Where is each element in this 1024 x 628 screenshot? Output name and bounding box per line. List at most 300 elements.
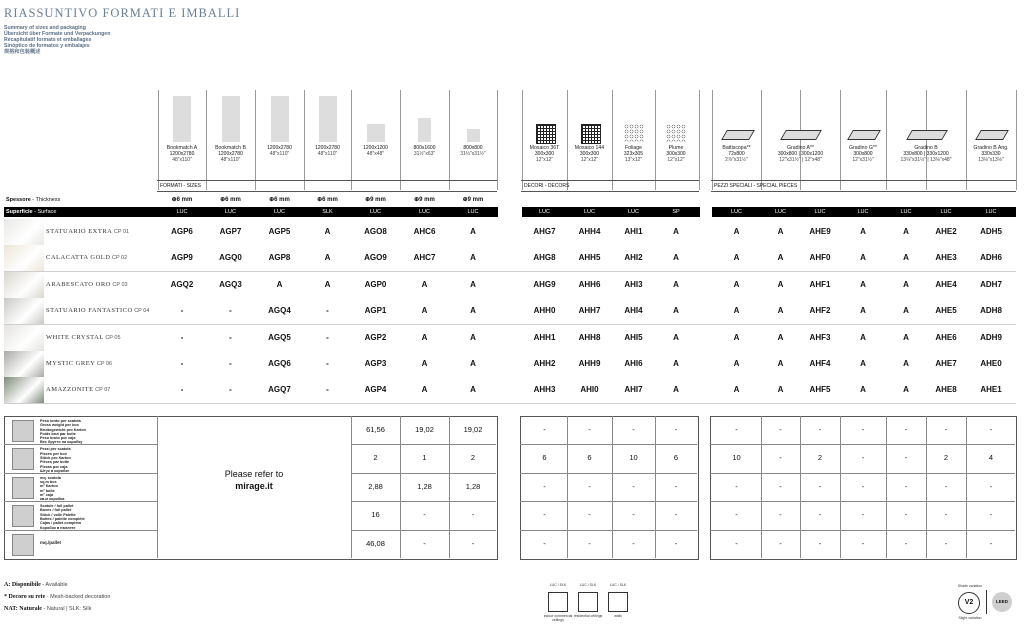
code-cell: ADH7 <box>980 279 1002 289</box>
column-size: 800x800 <box>463 145 483 151</box>
pack-value: - <box>632 425 635 434</box>
mosaic-icon <box>536 124 556 144</box>
product-name <box>46 377 110 403</box>
product-title: WHITE CRYSTAL <box>46 333 104 341</box>
code-cell: AHI3 <box>624 279 643 289</box>
table-row <box>4 272 1016 299</box>
section-rule <box>711 180 1016 181</box>
pack-value: - <box>674 425 678 434</box>
pack-value: 2 <box>373 453 378 463</box>
column-size: 300x300 <box>666 151 686 157</box>
code-cell: A <box>673 359 679 368</box>
code-cell: - <box>180 306 184 316</box>
row-gap <box>498 325 522 351</box>
section-rule <box>157 180 497 181</box>
code-cell: A <box>777 385 784 395</box>
product-name <box>46 219 129 245</box>
pack-value: - <box>588 425 591 434</box>
code-cell: A <box>777 253 784 263</box>
column-size: 300x300 <box>534 151 555 157</box>
pack-rule <box>4 501 157 502</box>
foliage-icon <box>624 124 644 142</box>
pack-value: - <box>944 538 948 548</box>
column-header <box>612 145 655 177</box>
surface-value: LUC <box>273 209 285 215</box>
pack-value: - <box>818 481 822 491</box>
column-header <box>206 145 255 177</box>
code-cell: ADH6 <box>980 253 1002 263</box>
column-divider <box>497 90 498 190</box>
column-inches: 48"x110" <box>269 151 290 157</box>
code-cell: AHH5 <box>578 253 601 263</box>
product-code: CP 05 <box>103 334 121 341</box>
code-cell: AHH0 <box>533 306 556 316</box>
section-rule <box>521 191 699 192</box>
code-cell: A <box>903 332 909 342</box>
code-cell: AHE2 <box>935 227 957 236</box>
pack-value: - <box>861 425 865 434</box>
column-inches: 13⅛"x13⅛" <box>978 157 1004 163</box>
code-cell: A <box>673 253 679 263</box>
code-cell: AGQ0 <box>219 253 242 263</box>
thickness-label <box>6 195 60 205</box>
surface-value: LUC <box>857 209 869 215</box>
surface-label <box>6 207 56 217</box>
column-inches: 12"x12" <box>535 157 554 163</box>
code-cell: - <box>229 306 232 316</box>
code-cell: AHG7 <box>533 227 556 236</box>
code-cell: A <box>733 279 740 289</box>
product-name <box>46 351 112 377</box>
surface-row <box>4 207 1016 217</box>
column-name: Gradino B <box>914 145 938 151</box>
pack-value: 2 <box>470 453 476 463</box>
thickness-value: ⊕6 mm <box>171 197 193 203</box>
row-gap <box>700 377 712 403</box>
table-row <box>4 219 1016 246</box>
surface-value: LUC <box>583 209 595 215</box>
code-cell: AGQ4 <box>268 306 291 316</box>
surface-value: LUC <box>900 209 912 215</box>
special-piece-icon <box>847 130 881 140</box>
code-cell: AHF3 <box>809 332 831 342</box>
tile-preview <box>173 96 191 142</box>
code-cell: A <box>860 253 866 263</box>
marble-swatch <box>4 219 44 245</box>
column-header <box>255 145 304 177</box>
code-cell: A <box>777 227 784 236</box>
column-inches: 12"x31½" | 12"x48" <box>779 157 822 163</box>
code-cell: AGQ6 <box>268 359 291 368</box>
surface-value: LUC <box>418 209 430 215</box>
icon-bottom-label: indoor commercial ceilings <box>543 614 573 622</box>
code-cell: AGP9 <box>171 253 193 263</box>
pack-value: - <box>543 538 546 548</box>
code-cell: A <box>733 332 740 342</box>
code-cell: A <box>324 253 331 263</box>
icon-top-label: LUC / SLK <box>609 583 627 587</box>
code-cell: - <box>326 359 329 368</box>
code-cell: AHE9 <box>809 227 831 236</box>
product-title: MYSTIC GREY <box>46 360 96 367</box>
code-cell: - <box>326 306 329 316</box>
pack-value: - <box>944 510 948 520</box>
column-name: Plume <box>668 145 684 151</box>
column-name: Gradino G** <box>849 145 877 151</box>
column-header <box>761 145 840 177</box>
product-name <box>46 245 127 271</box>
pack-value: - <box>632 538 635 548</box>
product-code: CP 06 <box>95 361 113 367</box>
box-icon <box>12 477 34 499</box>
pack-value: - <box>632 510 635 520</box>
row-gap <box>700 272 712 298</box>
pack-value: 1 <box>422 453 427 463</box>
code-cell: AHI2 <box>624 253 643 263</box>
surface-value: SP <box>672 209 680 215</box>
code-cell: A <box>777 279 784 289</box>
code-cell: A <box>421 332 428 342</box>
code-cell: AHH9 <box>578 359 601 368</box>
code-cell: - <box>180 359 184 368</box>
subtitle-zh: 规格和包装概述 <box>4 49 41 56</box>
band-gap <box>498 207 522 217</box>
packaging-label: mq./pallet <box>40 539 62 545</box>
code-cell: AHH1 <box>533 332 556 342</box>
icon-top-label: LUC / SLK <box>549 583 567 587</box>
pack-value: - <box>735 510 738 520</box>
pack-value: 19,02 <box>415 425 434 434</box>
section-rule <box>711 191 1016 192</box>
thickness-value: ⊕6 mm <box>269 197 290 203</box>
pack-value: - <box>861 510 865 520</box>
column-header <box>712 145 761 177</box>
code-cell: AHE1 <box>980 385 1002 395</box>
code-cell: A <box>903 385 909 395</box>
column-size: 1200x2780 <box>267 145 292 151</box>
code-cell: A <box>421 306 428 316</box>
code-cell: AHI7 <box>624 385 643 395</box>
application-icon <box>578 592 598 612</box>
code-cell: AGP3 <box>364 359 387 368</box>
code-cell: A <box>421 359 428 368</box>
code-cell: AHH7 <box>578 306 601 316</box>
pack-value: 10 <box>732 453 741 463</box>
code-cell: AHH4 <box>578 227 601 236</box>
pack-value: 6 <box>542 453 547 463</box>
code-cell: ADH5 <box>980 227 1002 236</box>
code-cell: - <box>229 359 232 368</box>
product-title: STATUARIO EXTRA <box>46 228 113 235</box>
surface-value: LUC <box>627 209 639 215</box>
table-row <box>4 377 1016 404</box>
code-cell: AGP6 <box>171 227 193 236</box>
pack-value: - <box>674 538 678 548</box>
product-title: CALACATTA GOLD <box>46 254 111 262</box>
code-cell: A <box>733 359 740 368</box>
tile-preview <box>467 129 480 142</box>
pack-value: - <box>779 425 782 434</box>
row-gap <box>498 272 522 298</box>
code-cell: AHH2 <box>533 359 556 368</box>
code-cell: AGP1 <box>364 306 387 316</box>
code-cell: A <box>860 306 866 316</box>
product-name <box>46 325 121 351</box>
column-header <box>966 145 1016 177</box>
row-gap <box>700 298 712 324</box>
thickness-value: ⊕9 mm <box>414 197 435 203</box>
code-cell: A <box>421 385 428 395</box>
column-size: 323x305 <box>623 151 644 157</box>
column-size: 1200x1200 <box>363 145 388 151</box>
column-header <box>449 145 497 177</box>
code-cell: AHH8 <box>578 332 601 342</box>
code-cell: AHF2 <box>809 306 831 316</box>
code-cell: AGQ2 <box>170 279 194 289</box>
code-cell: AHH6 <box>578 279 601 289</box>
thickness-label-en: - Thickness <box>30 197 61 203</box>
box-icon <box>12 420 34 442</box>
column-inches: 13⅛"x31½" | 13⅛"x48" <box>900 157 952 163</box>
code-cell: AHI6 <box>624 359 643 368</box>
shade-divider <box>986 590 987 614</box>
column-header <box>886 145 966 177</box>
pack-value: - <box>543 510 546 520</box>
legend-item <box>4 606 91 612</box>
column-inches: 48"x110" <box>317 151 338 157</box>
code-cell: AHI0 <box>580 385 599 395</box>
pack-value: - <box>674 481 678 491</box>
code-cell: A <box>470 306 476 316</box>
code-cell: A <box>673 385 679 395</box>
section-formati: FORMATI - SIZES <box>160 183 202 189</box>
code-cell: A <box>903 279 909 289</box>
code-cell: A <box>733 227 740 236</box>
legend-key: A: Disponibile <box>4 582 41 588</box>
pack-value: 1,28 <box>465 481 481 491</box>
pack-rule <box>4 444 157 445</box>
section-rule <box>157 191 497 192</box>
pack-value: 1,28 <box>417 481 432 491</box>
code-cell: AGO8 <box>364 227 387 236</box>
code-cell: A <box>777 359 784 368</box>
code-cell: A <box>470 253 476 263</box>
marble-swatch <box>4 377 44 403</box>
surface-value: LUC <box>538 209 550 215</box>
special-piece-icon <box>906 130 948 140</box>
product-title: STATUARIO FANTASTICO <box>46 307 133 315</box>
code-cell: AHF5 <box>809 385 831 395</box>
thickness-value: ⊕9 mm <box>462 197 484 203</box>
pack-value: - <box>989 481 993 491</box>
code-cell: AHE5 <box>935 306 957 316</box>
pack-value: 46,08 <box>366 538 385 548</box>
tile-preview <box>222 96 240 142</box>
pack-value: 61,56 <box>366 425 385 434</box>
code-cell: A <box>673 279 679 289</box>
icon-top-label: LUC / SLK <box>579 583 597 587</box>
code-cell: A <box>903 306 909 316</box>
pack-value: - <box>861 453 865 463</box>
pack-value: - <box>779 453 782 463</box>
code-cell: AHE3 <box>935 253 957 263</box>
code-cell: A <box>860 332 866 342</box>
table-row <box>4 351 1016 378</box>
row-gap <box>498 377 522 403</box>
pack-value: - <box>818 510 822 520</box>
code-cell: AHC7 <box>413 253 436 263</box>
column-size: 1200x2780 <box>169 151 195 157</box>
column-header <box>522 145 567 177</box>
code-cell: AHE7 <box>935 359 957 368</box>
column-name: Gradino A** <box>786 145 815 151</box>
surface-value: SLK <box>322 209 333 215</box>
pack-value: - <box>904 425 908 434</box>
product-code: CP 07 <box>93 387 111 394</box>
code-cell: ADH9 <box>980 332 1002 342</box>
column-name: Mosaico 144 <box>574 145 605 151</box>
table-row <box>4 298 1016 325</box>
special-piece-icon <box>721 130 755 140</box>
column-inches: 31½"x63" <box>413 151 436 157</box>
surface-value: LUC <box>176 209 188 215</box>
code-cell: AHF1 <box>809 279 831 289</box>
legend-value: - Mesh-backed decoration <box>45 594 111 600</box>
code-cell: A <box>733 253 740 263</box>
special-piece-icon <box>780 130 822 140</box>
code-cell: A <box>673 227 679 236</box>
pack-divider <box>157 416 158 558</box>
pack-value: 6 <box>673 453 679 463</box>
surface-value: LUC <box>730 209 742 215</box>
code-cell: A <box>470 332 476 342</box>
thickness-row <box>4 195 1016 205</box>
surface-value: LUC <box>224 209 236 215</box>
pack-value: - <box>944 425 948 434</box>
column-header <box>655 145 697 177</box>
column-size: 330x330 <box>981 151 1001 157</box>
pack-value: - <box>588 538 591 548</box>
code-cell: - <box>229 385 232 395</box>
column-inches: 12"x12" <box>580 157 599 163</box>
pack-value: - <box>735 481 738 491</box>
plume-icon <box>666 124 686 142</box>
column-name: Gradino B Ang. <box>973 145 1009 151</box>
column-name: Foliage <box>624 145 642 151</box>
code-cell: AGQ7 <box>268 385 291 395</box>
column-header <box>351 145 400 177</box>
column-name: Mosaico 36T <box>529 145 560 151</box>
band-gap <box>700 207 712 217</box>
refer-text: Please refer to <box>224 469 284 479</box>
pack-value: 2 <box>943 453 949 463</box>
pack-value: - <box>779 510 782 520</box>
column-name: Battiscopa** <box>722 145 751 151</box>
box-icon <box>12 505 34 527</box>
code-cell: A <box>777 306 784 316</box>
pack-rule <box>4 530 157 531</box>
pack-value: - <box>471 538 475 548</box>
code-cell: AHH3 <box>533 385 556 395</box>
pack-value: - <box>904 453 908 463</box>
box-icon <box>12 534 34 556</box>
column-size: 800x1600 <box>413 145 436 151</box>
icon-bottom-label: walls <box>614 614 622 618</box>
column-size: 72x800 <box>728 151 745 157</box>
product-code: CP 04 <box>132 308 150 315</box>
code-cell: AHE6 <box>935 332 957 342</box>
code-cell: AHI4 <box>624 306 643 316</box>
column-inches: 48"x48" <box>366 151 385 157</box>
code-cell: AHG8 <box>533 253 556 263</box>
pack-value: 2 <box>817 453 823 463</box>
code-cell: A <box>903 253 909 263</box>
code-cell: - <box>180 332 184 342</box>
refer-note <box>158 468 350 492</box>
column-size: 1200x2780 <box>315 145 340 151</box>
packaging-label: Scatole / full pallet Boxes / full pallet Stück / volle Palette Boîtes / palette complète Cajas / pallet completo Коробок в паллете <box>40 504 85 530</box>
pack-value: - <box>904 538 908 548</box>
marble-swatch <box>4 298 44 324</box>
special-piece-icon <box>975 130 1009 140</box>
code-cell: A <box>733 306 740 316</box>
pack-value: - <box>674 510 678 520</box>
column-inches: 2⅞"x31½" <box>725 157 748 163</box>
row-gap <box>700 219 712 245</box>
code-cell: AHE4 <box>935 279 957 289</box>
pack-value: - <box>423 538 426 548</box>
surface-value: LUC <box>774 209 786 215</box>
refer-link[interactable]: mirage.it <box>235 481 273 491</box>
pack-value: - <box>818 538 822 548</box>
marble-swatch <box>4 351 44 377</box>
row-gap <box>498 351 522 377</box>
column-inches: 12"x31½" <box>852 157 874 163</box>
surface-label-it: Superficie <box>6 209 33 215</box>
legend-item <box>4 594 110 600</box>
pack-value: 2,88 <box>368 481 383 491</box>
box-icon <box>12 448 34 470</box>
row-gap <box>700 351 712 377</box>
code-cell: - <box>326 385 329 395</box>
code-cell: AGQ5 <box>268 332 291 342</box>
code-cell: AHC6 <box>413 227 436 236</box>
page-title: RIASSUNTIVO FORMATI E IMBALLI <box>4 6 241 20</box>
code-cell: AGP2 <box>364 332 387 342</box>
pack-value: - <box>989 510 993 520</box>
column-name: Bookmatch B <box>215 145 246 151</box>
tile-preview <box>271 96 289 142</box>
product-code: CP 02 <box>110 255 128 262</box>
code-cell: AHI1 <box>624 227 643 236</box>
pack-value: - <box>989 538 993 548</box>
pack-value: - <box>471 510 475 520</box>
legend-item <box>4 582 68 588</box>
pack-value: - <box>588 481 591 491</box>
subtitle-en: Summary of sizes and packaging <box>4 25 86 31</box>
code-cell: AGP5 <box>268 227 291 236</box>
pack-value: - <box>904 510 908 520</box>
subtitle-es: Sinóptico de formatos y embalajes <box>4 43 90 50</box>
column-size: 300x300 <box>579 151 600 157</box>
code-cell: A <box>860 385 866 395</box>
code-cell: - <box>180 385 184 395</box>
pack-value: - <box>904 481 908 491</box>
column-size: 1200x2780 <box>218 151 243 157</box>
column-header <box>158 145 206 177</box>
column-inches: 48"x110" <box>172 157 192 163</box>
packaging-label: Peso lordo per scatola Gross weight per box Bruttogewicht pro Karton Poids brut par boîte Peso bruto por caja Вес брутто на коробку <box>40 419 86 445</box>
